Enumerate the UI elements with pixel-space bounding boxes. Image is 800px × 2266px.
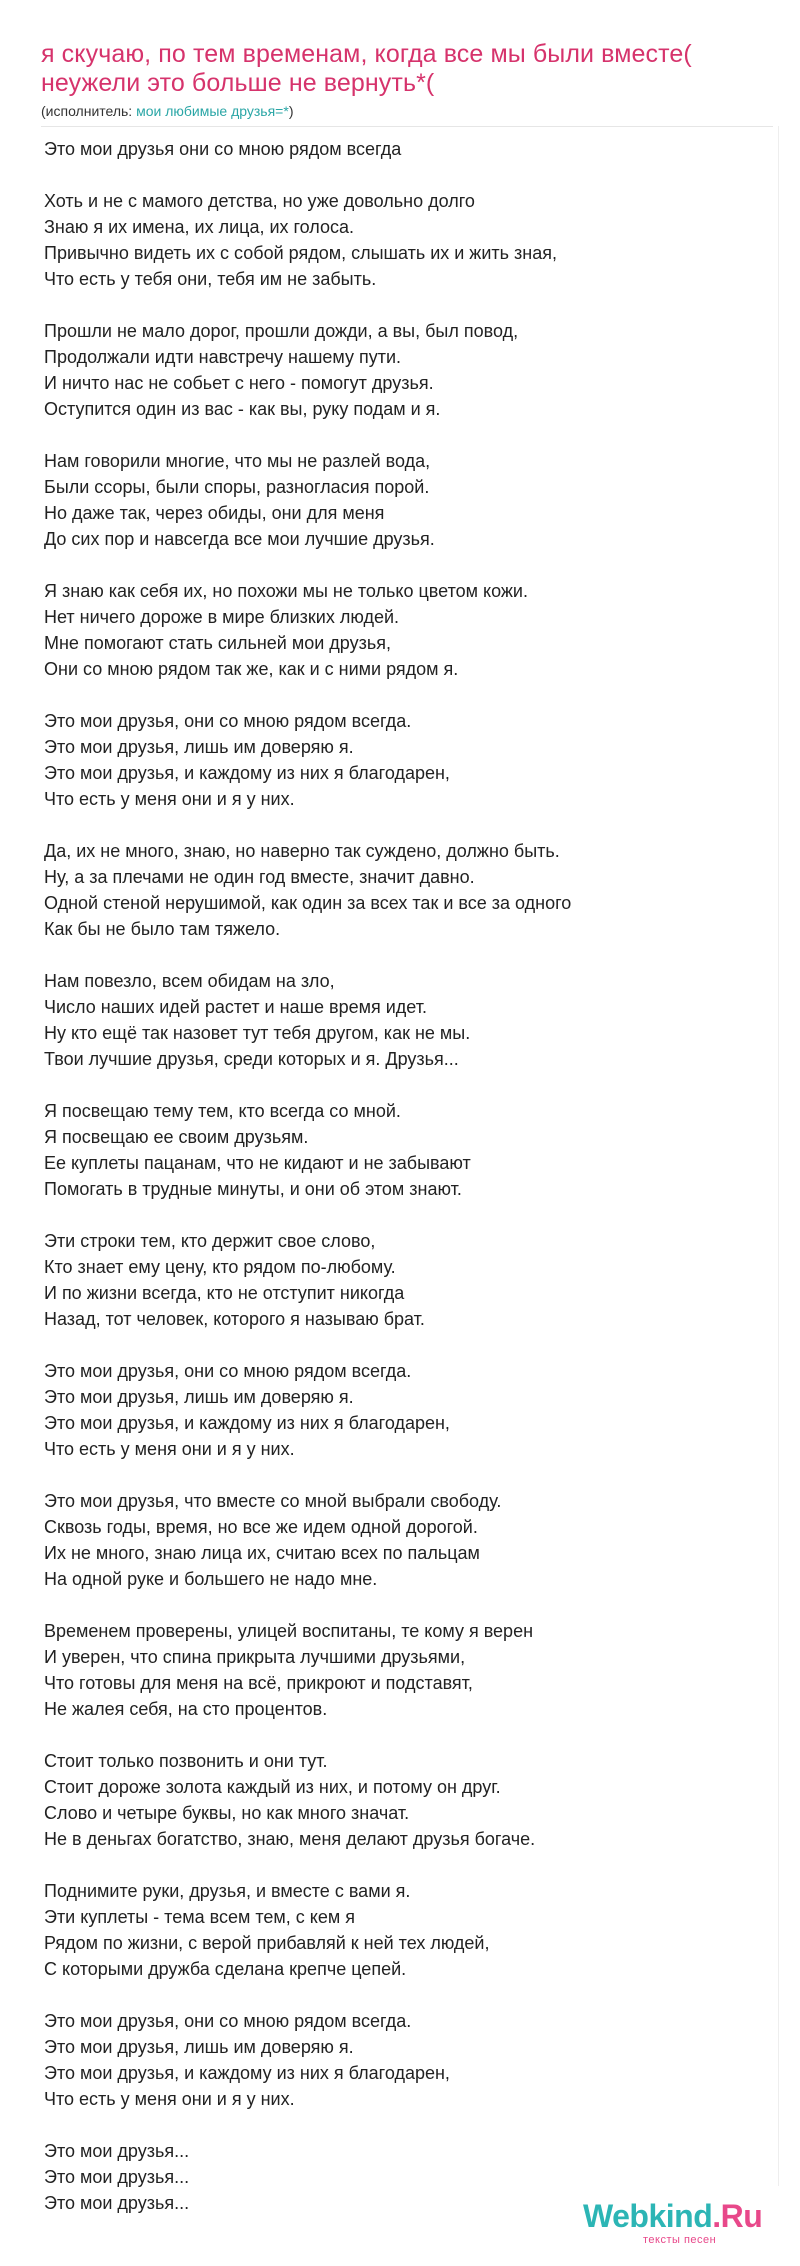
lyric-line: Это мои друзья... [44, 2167, 190, 2187]
lyric-line: Не жалея себя, на сто процентов. [44, 1699, 328, 1719]
song-header [41, 40, 761, 120]
lyric-line: Я посвещаю тему тем, кто всегда со мной. [44, 1101, 401, 1121]
lyrics-stanza [44, 1488, 764, 1592]
lyric-line: Хоть и не с мамого детства, но уже довольно долго [44, 191, 475, 211]
lyric-line: Это мои друзья... [44, 2193, 190, 2213]
lyric-line: Это мои друзья, что вместе со мной выбрали свободу. [44, 1491, 502, 1511]
lyrics-stanza [44, 578, 764, 682]
lyric-line: Число наших идей растет и наше время идет. [44, 997, 427, 1017]
lyric-line: Эти строки тем, кто держит свое слово, [44, 1231, 376, 1251]
lyrics-stanza [44, 1098, 764, 1202]
lyrics-stanza [44, 968, 764, 1072]
lyric-line: Эти куплеты - тема всем тем, с кем я [44, 1907, 355, 1927]
lyric-line: Что готовы для меня на всё, прикроют и подставят, [44, 1673, 473, 1693]
lyric-line: Нам говорили многие, что мы не разлей вода, [44, 451, 431, 471]
lyrics-body [44, 136, 764, 2242]
artist-suffix: ) [288, 103, 294, 119]
logo-tagline: тексты песен [643, 2234, 717, 2246]
logo-tld: .Ru [712, 2198, 763, 2234]
lyrics-stanza [44, 1748, 764, 1852]
lyric-line: Рядом по жизни, с верой прибавляй к ней тех людей, [44, 1933, 490, 1953]
lyrics-stanza [44, 708, 764, 812]
lyric-line: Стоит дороже золота каждый из них, и потому он друг. [44, 1777, 501, 1797]
lyric-line: Поднимите руки, друзья, и вместе с вами я. [44, 1881, 411, 1901]
lyric-line: Продолжали идти навстречу нашему пути. [44, 347, 402, 367]
lyric-line: Что есть у меня они и я у них. [44, 2089, 295, 2109]
site-logo[interactable] [583, 2198, 773, 2248]
lyric-line: Да, их не много, знаю, но наверно так суждено, должно быть. [44, 841, 560, 861]
lyric-line: Ну, а за плечами не один год вместе, значит давно. [44, 867, 475, 887]
lyric-line: И по жизни всегда, кто не отступит никогда [44, 1283, 405, 1303]
lyric-line: Кто знает ему цену, кто рядом по-любому. [44, 1257, 396, 1277]
lyrics-stanza [44, 1878, 764, 1982]
lyric-line: Привычно видеть их с собой рядом, слышать их и жить зная, [44, 243, 557, 263]
lyric-line: Прошли не мало дорог, прошли дожди, а вы, был повод, [44, 321, 519, 341]
lyrics-stanza [44, 136, 764, 162]
artist-prefix: (исполнитель: [41, 103, 137, 119]
lyric-line: Что есть у тебя они, тебя им не забыть. [44, 269, 377, 289]
lyric-line: И уверен, что спина прикрыта лучшими друзьями, [44, 1647, 466, 1667]
lyric-line: Это мои друзья, и каждому из них я благодарен, [44, 1413, 450, 1433]
lyric-line: Что есть у меня они и я у них. [44, 1439, 295, 1459]
song-title: я скучаю, по тем временам, когда все мы были вместе( неужели это больше не вернуть*( [41, 40, 692, 97]
header-divider [41, 126, 773, 127]
lyrics-stanza [44, 1358, 764, 1462]
lyric-line: И ничто нас не собьет с него - помогут друзья. [44, 373, 434, 393]
lyric-line: Я посвещаю ее своим друзьям. [44, 1127, 309, 1147]
lyric-line: Их не много, знаю лица их, считаю всех по пальцам [44, 1543, 480, 1563]
lyric-line: С которыми дружба сделана крепче цепей. [44, 1959, 407, 1979]
lyric-line: Помогать в трудные минуты, и они об этом знают. [44, 1179, 462, 1199]
lyric-line: Сквозь годы, время, но все же идем одной дорогой. [44, 1517, 478, 1537]
lyric-line: Но даже так, через обиды, они для меня [44, 503, 385, 523]
lyrics-stanza [44, 838, 764, 942]
lyric-line: Это мои друзья, лишь им доверяю я. [44, 1387, 354, 1407]
lyric-line: Оступится один из вас - как вы, руку подам и я. [44, 399, 441, 419]
artist-link[interactable]: мои любимые друзья=* [136, 103, 289, 119]
lyric-line: Назад, тот человек, которого я называю брат. [44, 1309, 425, 1329]
lyric-line: Я знаю как себя их, но похожи мы не только цветом кожи. [44, 581, 528, 601]
lyric-line: Твои лучшие друзья, среди которых и я. Друзья... [44, 1049, 459, 1069]
lyric-line: Это мои друзья, они со мною рядом всегда. [44, 2011, 412, 2031]
logo-wordmark [583, 2198, 762, 2234]
lyric-line: Это мои друзья, они со мною рядом всегда. [44, 711, 412, 731]
lyric-line: Были ссоры, были споры, разногласия порой. [44, 477, 430, 497]
lyrics-stanza [44, 2008, 764, 2112]
lyric-line: Мне помогают стать сильней мои друзья, [44, 633, 391, 653]
lyric-line: Это мои друзья, лишь им доверяю я. [44, 737, 354, 757]
lyric-line: Знаю я их имена, их лица, их голоса. [44, 217, 355, 237]
lyric-line: До сих пор и навсегда все мои лучшие друзья. [44, 529, 435, 549]
lyric-line: Это мои друзья они со мною рядом всегда [44, 139, 402, 159]
lyric-line: Одной стеной нерушимой, как один за всех так и все за одного [44, 893, 572, 913]
lyric-line: Это мои друзья, и каждому из них я благодарен, [44, 763, 450, 783]
lyric-line: Не в деньгах богатство, знаю, меня делают друзья богаче. [44, 1829, 536, 1849]
lyric-line: Нет ничего дороже в мире близких людей. [44, 607, 400, 627]
lyrics-stanza [44, 188, 764, 292]
lyric-line: Это мои друзья... [44, 2141, 190, 2161]
lyric-line: Стоит только позвонить и они тут. [44, 1751, 328, 1771]
lyric-line: Это мои друзья, и каждому из них я благодарен, [44, 2063, 450, 2083]
lyrics-stanza [44, 1228, 764, 1332]
lyric-line: Они со мною рядом так же, как и с ними рядом я. [44, 659, 459, 679]
lyrics-stanza [44, 318, 764, 422]
lyric-line: Ее куплеты пацанам, что не кидают и не забывают [44, 1153, 471, 1173]
lyric-line: На одной руке и большего не надо мне. [44, 1569, 378, 1589]
content-border [778, 126, 779, 2186]
lyric-line: Это мои друзья, они со мною рядом всегда. [44, 1361, 412, 1381]
artist-line [41, 102, 761, 120]
logo-word: Webkind [583, 2198, 713, 2234]
lyric-line: Как бы не было там тяжело. [44, 919, 281, 939]
lyric-line: Нам повезло, всем обидам на зло, [44, 971, 335, 991]
lyric-line: Ну кто ещё так назовет тут тебя другом, как не мы. [44, 1023, 471, 1043]
lyrics-stanza [44, 448, 764, 552]
lyric-line: Слово и четыре буквы, но как много значат. [44, 1803, 410, 1823]
lyrics-stanza [44, 1618, 764, 1722]
lyric-line: Временем проверены, улицей воспитаны, те кому я верен [44, 1621, 534, 1641]
lyric-line: Что есть у меня они и я у них. [44, 789, 295, 809]
lyric-line: Это мои друзья, лишь им доверяю я. [44, 2037, 354, 2057]
